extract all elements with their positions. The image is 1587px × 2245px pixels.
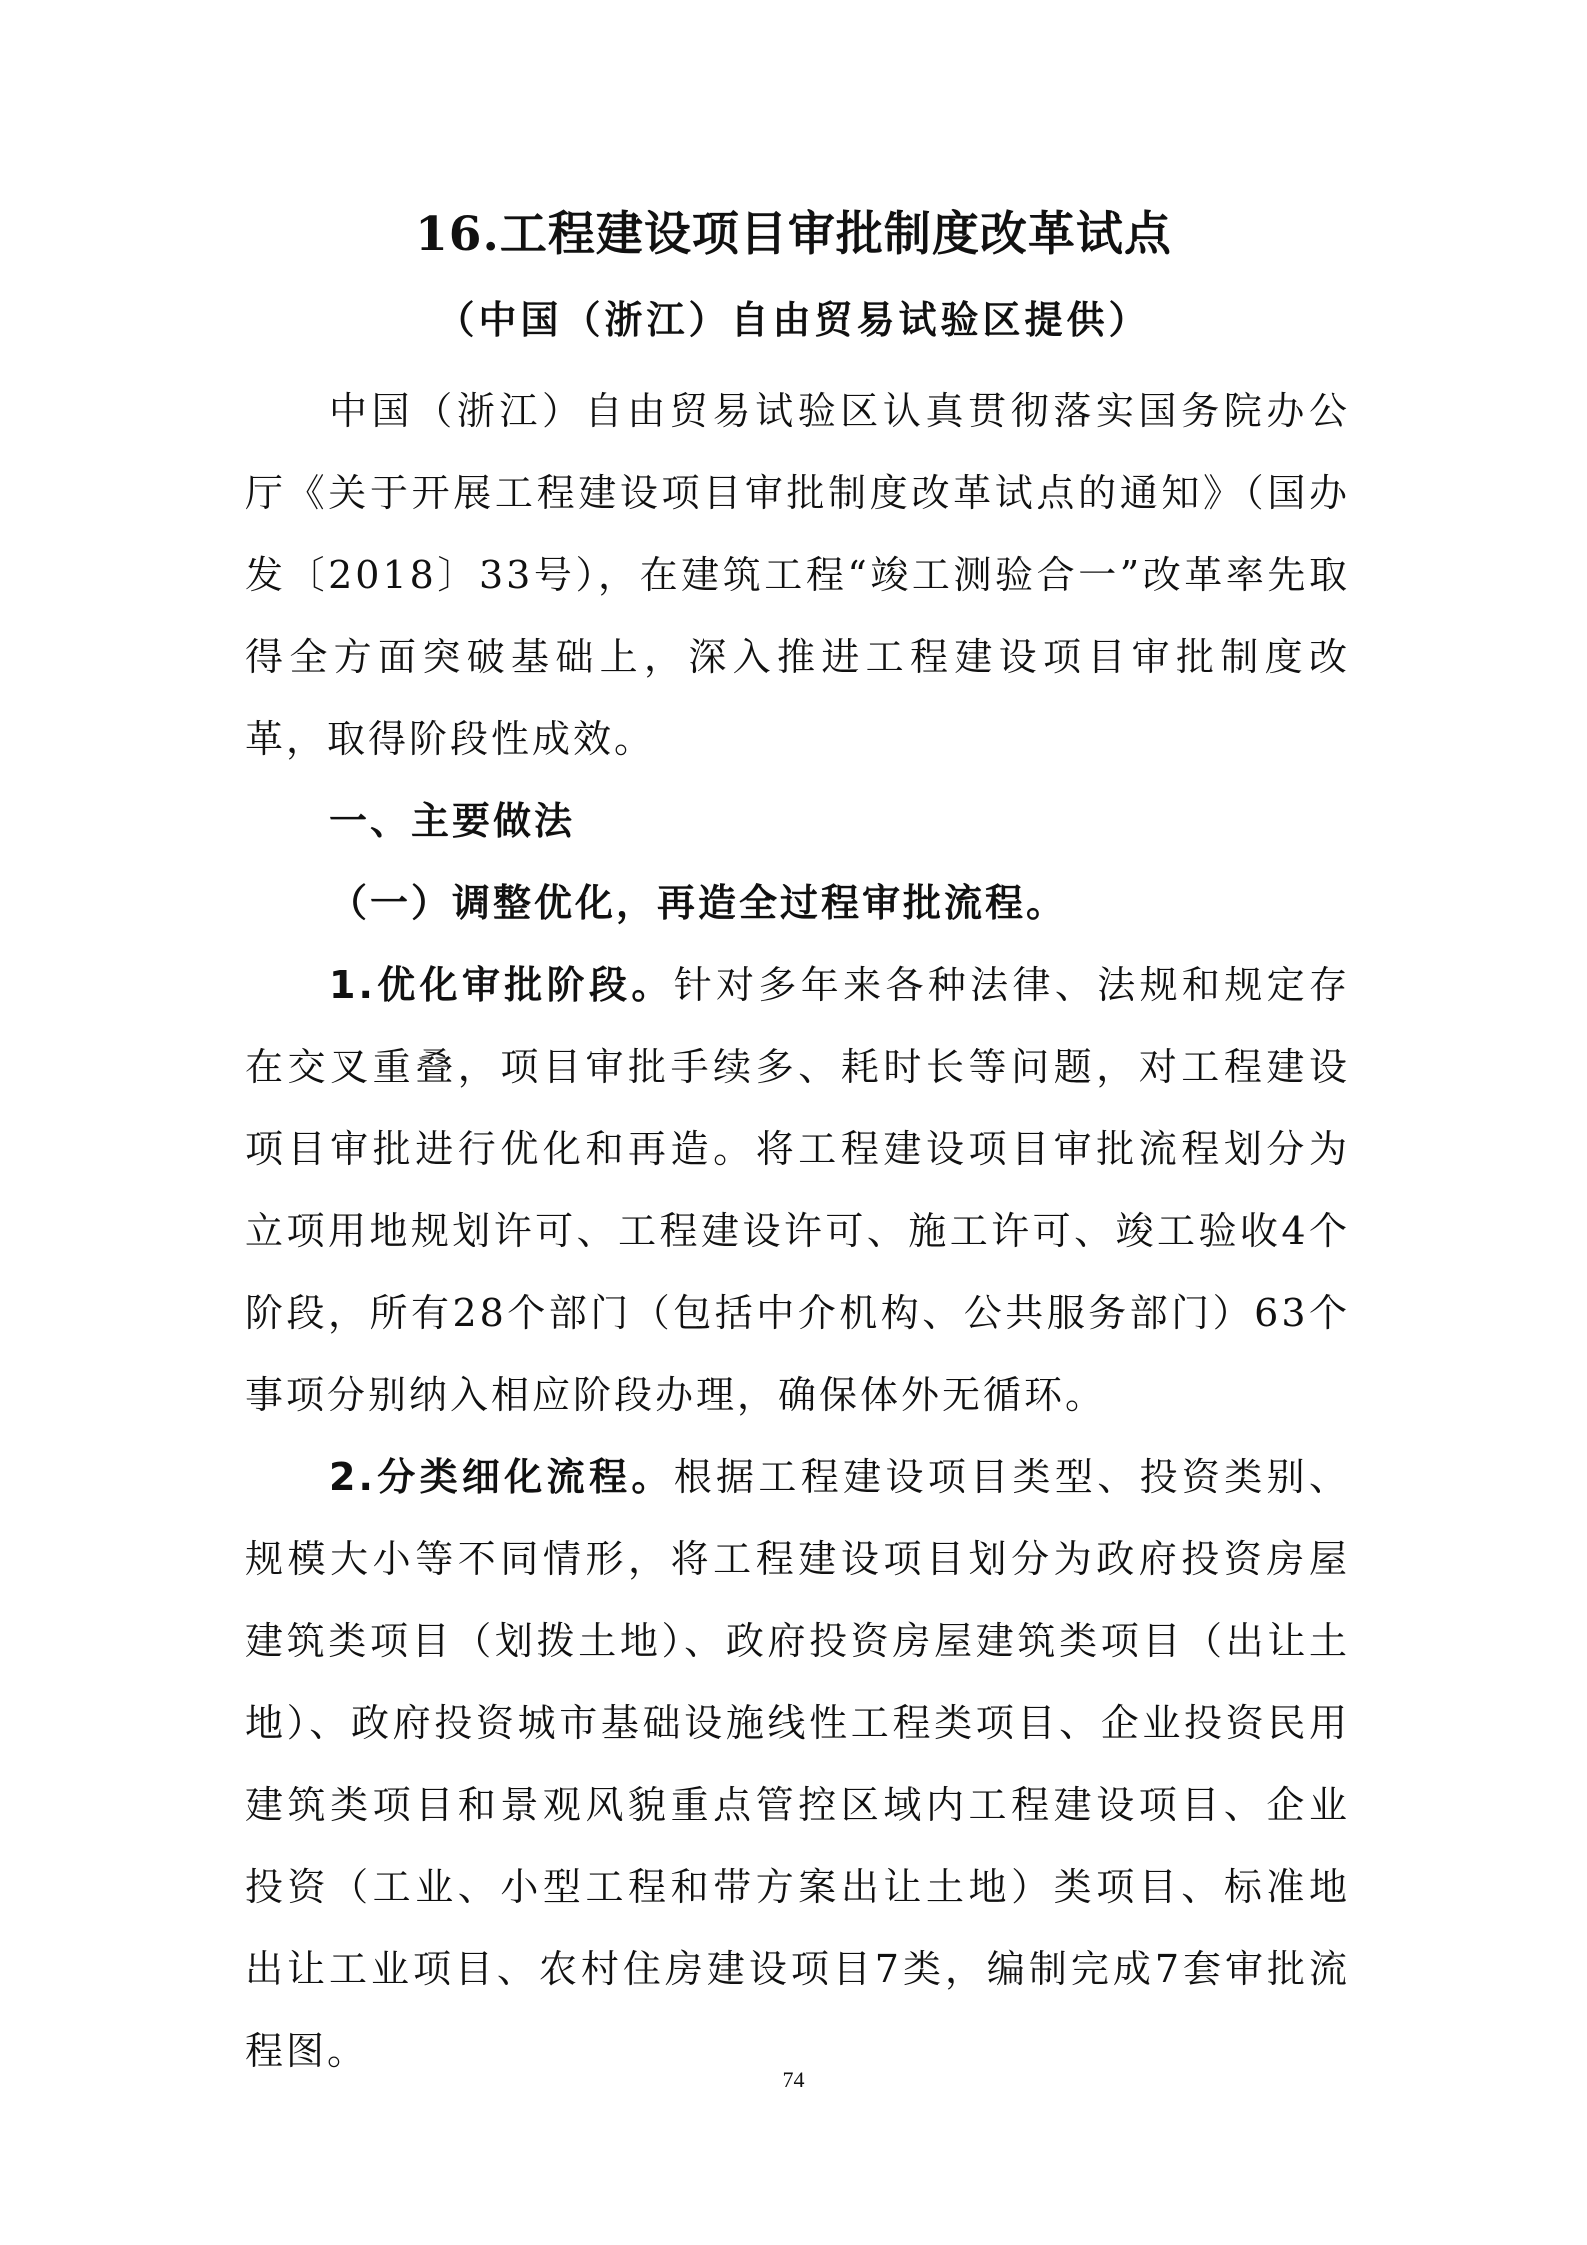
item-paragraph-1 — [245, 944, 1350, 1436]
subsection-heading: （一）调整优化，再造全过程审批流程。 — [329, 881, 1068, 925]
item-paragraph-2 — [245, 1436, 1350, 2092]
page-number: 74 — [782, 2067, 805, 2092]
section-heading: 一、主要做法 — [329, 799, 576, 843]
document-subtitle: （中国（浙江）自由贸易试验区提供） — [436, 298, 1151, 342]
intro-paragraph: 中国（浙江）自由贸易试验区认真贯彻落实国务院办公厅《关于开展工程建设项目审批制度改革试点的通知》（国办发〔2018〕33号），在建筑工程“竣工测验合一”改革率先取得全方面突破基础上，深入推进工程建设项目审批制度改革，取得阶段性成效。 — [245, 389, 1350, 761]
item-lead-1: 1.优化审批阶段。 — [329, 963, 674, 1007]
item-lead-2: 2.分类细化流程。 — [329, 1455, 674, 1499]
item-text-2: 根据工程建设项目类型、投资类别、规模大小等不同情形，将工程建设项目划分为政府投资房屋建筑类项目（划拨土地）、政府投资房屋建筑类项目（出让土地）、政府投资城市基础设施线性工程类项目、企业投资民用建筑类项目和景观风貌重点管控区域内工程建设项目、企业投资（工业、小型工程和带方案出让土地）类项目、标准地出让工业项目、农村住房建设项目7类，编制完成7套审批流程图。 — [245, 1455, 1350, 2073]
item-text-1: 针对多年来各种法律、法规和规定存在交叉重叠，项目审批手续多、耗时长等问题，对工程建设项目审批进行优化和再造。将工程建设项目审批流程划分为立项用地规划许可、工程建设许可、施工许可、竣工验收4个阶段，所有28个部门（包括中介机构、公共服务部门）63个事项分别纳入相应阶段办理，确保体外无循环。 — [245, 963, 1350, 1417]
document-body — [245, 370, 1350, 2092]
document-title: 16.工程建设项目审批制度改革试点 — [415, 207, 1172, 262]
